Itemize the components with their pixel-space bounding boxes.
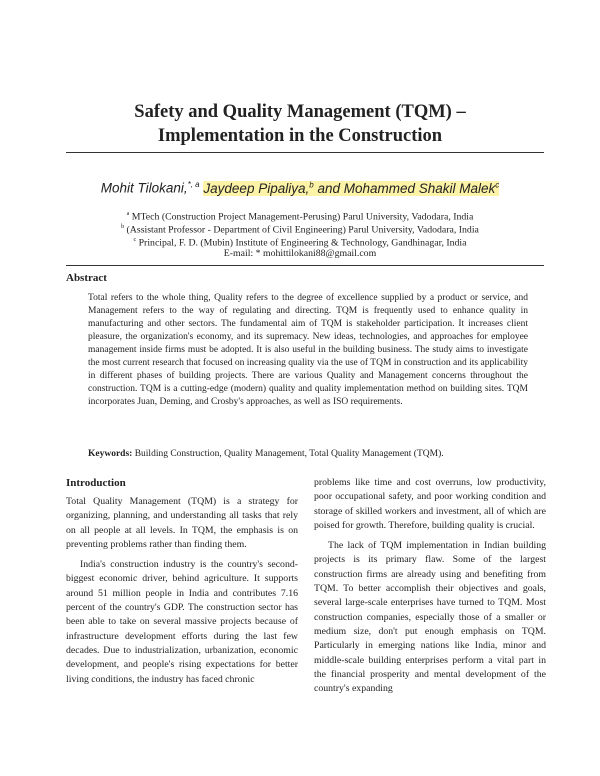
- author-2: Jaydeep Pipaliya,: [203, 180, 310, 196]
- left-paragraph-2: India's construction industry is the country's second-biggest economic driver, behind agriculture. It supports around 51 million people in India and contributes 7.16 percent of the country's GDP. The construction sector has been able to take on several massive projects because of infrastructure development efforts during the last few decades. Due to industrialization, urbanization, economic development, and people's rising expectations for better living conditions, the industry has faced chronic: [66, 559, 298, 685]
- right-paragraph-2: The lack of TQM implementation in Indian building projects is its primary flaw. Some of the largest construction firms are already using and benefiting from TQM. To better accomplish their objectives and goals, several large-scale enterprises have turned to TQM. Most construction companies, especially those of a smaller or medium size, don't put enough emphasis on TQM. Particularly in emerging nations like India, minor and middle-scale building enterprises perform a vital part in the financial prosperity and mental development of the country's expanding: [314, 540, 546, 695]
- left-column: [66, 476, 298, 687]
- author-3: and Mohammed Shakil Malek: [313, 180, 496, 196]
- author-2-highlight: [203, 181, 499, 196]
- abstract-body: Total refers to the whole thing, Quality refers to the degree of excellence supplied by a product or service, and Management refers to the way of regulating and directing. TQM is frequently used to enhance quality in manufacturing and other sectors. The fundamental aim of TQM is stakeholder participation. It increases client pleasure, the organization's economy, and its supremacy. New ideas, technologies, and approaches for employee management inside firms must be adopted. It is also useful in the building business. The study aims to investigate the most current research that focused on increasing quality via the use of TQM in construction and its applicability in different phases of building projects. There are various Quality and Management concerns throughout the construction. TQM is a cutting-edge (modern) quality and quality implementation method on building sites. TQM incorporates Juan, Deming, and Crosby's approaches, as well as ISO requirements.: [88, 293, 528, 407]
- right-paragraph-1: problems like time and cost overruns, low productivity, poor occupational safety, and poor working condition and storage of skilled workers and investment, all of which are poised for growth. Therefore, building quality is crucial.: [314, 477, 546, 531]
- affiliation-a-sup: a: [126, 211, 130, 217]
- title-line-1: Safety and Quality Management (TQM) –: [134, 102, 466, 122]
- title-rule: [66, 152, 544, 153]
- keywords: [88, 448, 538, 461]
- affiliation-c-sup: c: [133, 237, 137, 243]
- title-line-2: Implementation in the Construction: [157, 126, 443, 146]
- author-1-sup: *, a: [187, 180, 200, 189]
- keywords-text: Building Construction, Quality Management, Total Quality Management (TQM).: [132, 449, 444, 459]
- affiliation-a-text: MTech (Construction Project Management-Perusing) Parul University, Vadodara, India: [131, 211, 474, 223]
- abstract-heading: Abstract: [66, 272, 107, 284]
- introduction-heading: Introduction: [66, 477, 126, 489]
- paper-title: [0, 100, 600, 148]
- author-3-sup: c: [495, 180, 500, 189]
- contact-email: E-mail: * mohittilokani88@gmail.com: [223, 248, 377, 259]
- left-paragraph-1: Total Quality Management (TQM) is a strategy for organizing, planning, and understanding all tasks that rely on all people at all levels. In TQM, the emphasis is on preventing problems rather than finding them.: [66, 496, 298, 550]
- affiliation-b-sup: b: [121, 224, 125, 230]
- author-line: [0, 180, 600, 196]
- affiliation-b-text: (Assistant Professor - Department of Civil Engineering) Parul University, Vadodara, India: [126, 224, 479, 236]
- affiliation-c-text: Principal, F. D. (Mubin) Institute of Engineering & Technology, Gandhinagar, India: [138, 237, 467, 249]
- author-1: Mohit Tilokani,: [100, 180, 188, 196]
- keywords-label: Keywords:: [88, 449, 133, 459]
- author-2-sup: b: [309, 180, 314, 189]
- right-column: [314, 476, 546, 696]
- header-rule: [66, 265, 544, 266]
